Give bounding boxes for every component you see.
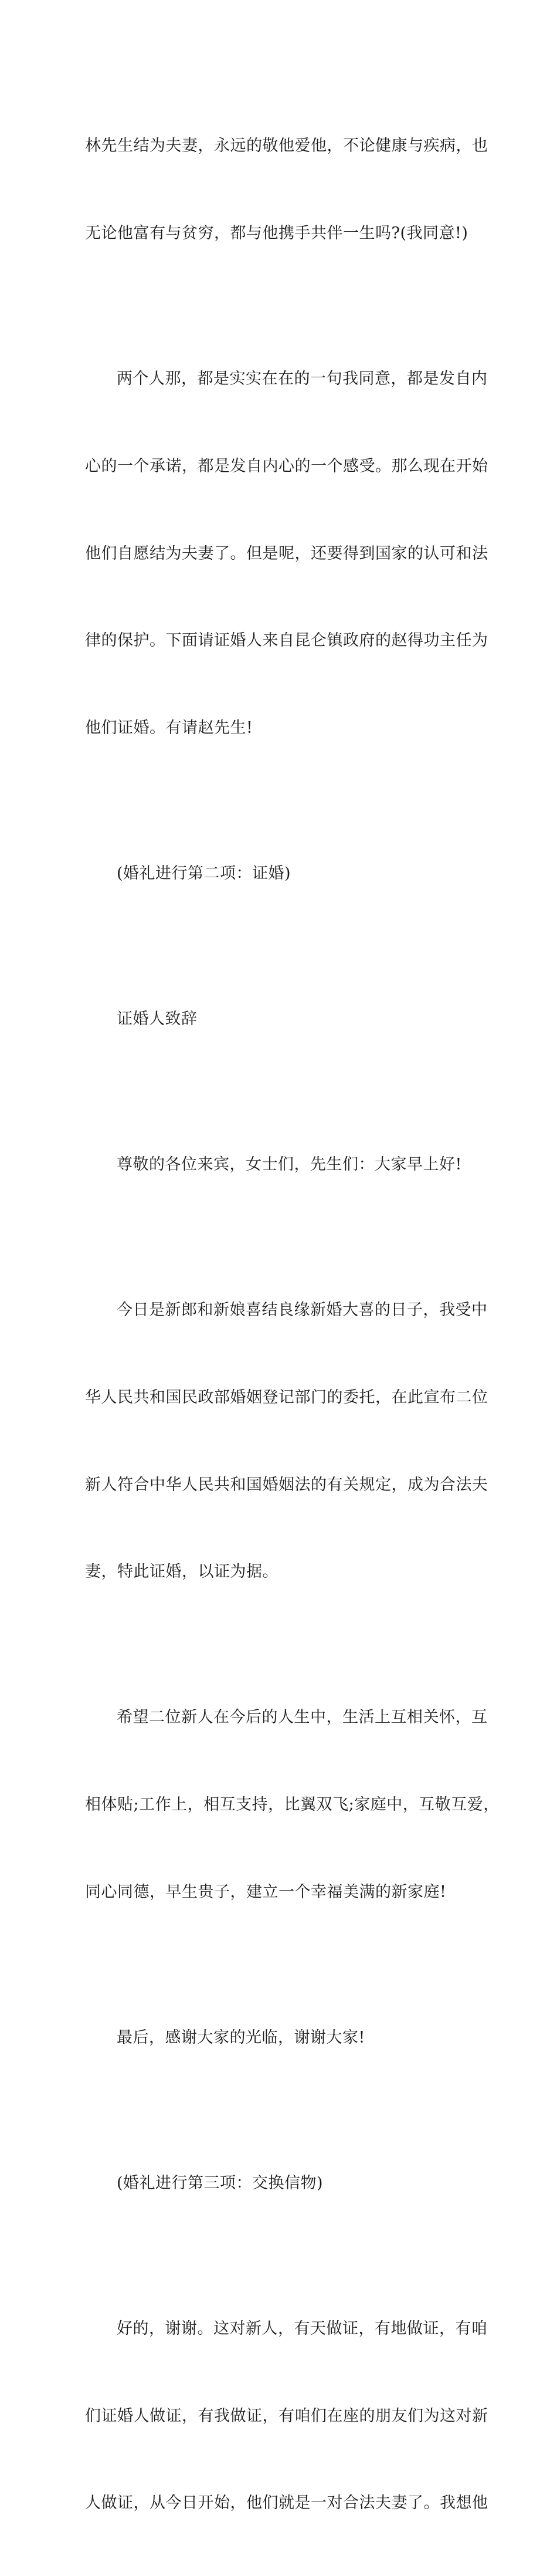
text-line: 今日是新郎和新娘喜结良缘新婚大喜的日子，我受中 xyxy=(117,1300,488,1319)
paragraph-wishes xyxy=(85,1645,500,1965)
text-line: 新人符合中华人民共和国婚姻法的有关规定，成为合法夫 xyxy=(85,1475,488,1494)
text-line: 他们自愿结为夫妻了。但是呢，还要得到国家的认可和法 xyxy=(85,544,488,563)
paragraph-closing xyxy=(85,2256,488,2576)
text-line: 无论他富有与贫穷，都与他携手共伴一生吗?(我同意!) xyxy=(85,224,468,242)
section-heading-second-item xyxy=(85,801,475,946)
paragraph-1 xyxy=(85,73,488,306)
section-heading-third-item xyxy=(85,2111,475,2256)
text-line: 人做证，从今日开始，他们就是一对合法夫妻了。我想他 xyxy=(85,2494,488,2513)
text-line: 最后，感谢大家的光临，谢谢大家! xyxy=(117,2028,365,2047)
text-line: 希望二位新人在今后的人生中，生活上互相关怀，互 xyxy=(117,1708,488,1727)
text-line: (婚礼进行第三项：交换信物) xyxy=(117,2173,324,2192)
text-line: 妻，特此证婚，以证为据。 xyxy=(85,1563,278,1581)
paragraph-2 xyxy=(85,306,488,801)
text-line: 相体贴;工作上，相互支持，比翼双飞;家庭中，互敬互爱， xyxy=(85,1796,500,1814)
text-line: 华人民共和国民政部婚姻登记部门的委托，在此宣布二位 xyxy=(85,1388,488,1407)
text-line: 证婚人致辞 xyxy=(117,1010,198,1028)
text-line: (婚礼进行第二项：证婚) xyxy=(117,864,291,883)
text-line: 同心同德，早生贵子，建立一个幸福美满的新家庭! xyxy=(85,1882,447,1901)
text-line: 林先生结为夫妻，永远的敬他爱他，不论健康与疾病，也 xyxy=(85,137,488,155)
text-line: 两个人那，都是实实在在的一句我同意，都是发自内 xyxy=(117,369,488,388)
paragraph-certification xyxy=(85,1238,488,1645)
text-line: 好的，谢谢。这对新人，有天做证，有地做证，有咱 xyxy=(117,2319,488,2338)
paragraph-thanks xyxy=(85,1965,475,2111)
text-line: 们证婚人做证，有我做证，有咱们在座的朋友们为这对新 xyxy=(85,2406,488,2425)
speech-title xyxy=(85,946,475,1092)
text-line: 他们证婚。有请赵先生! xyxy=(85,719,253,738)
text-line: 尊敬的各位来宾，女士们，先生们：大家早上好! xyxy=(117,1155,462,1174)
document-body xyxy=(85,73,500,2576)
text-line: 心的一个承诺，都是发自内心的一个感受。那么现在开始 xyxy=(85,457,488,475)
speech-greeting xyxy=(85,1092,475,1238)
text-line: 律的保护。下面请证婚人来自昆仑镇政府的赵得功主任为 xyxy=(85,631,488,650)
